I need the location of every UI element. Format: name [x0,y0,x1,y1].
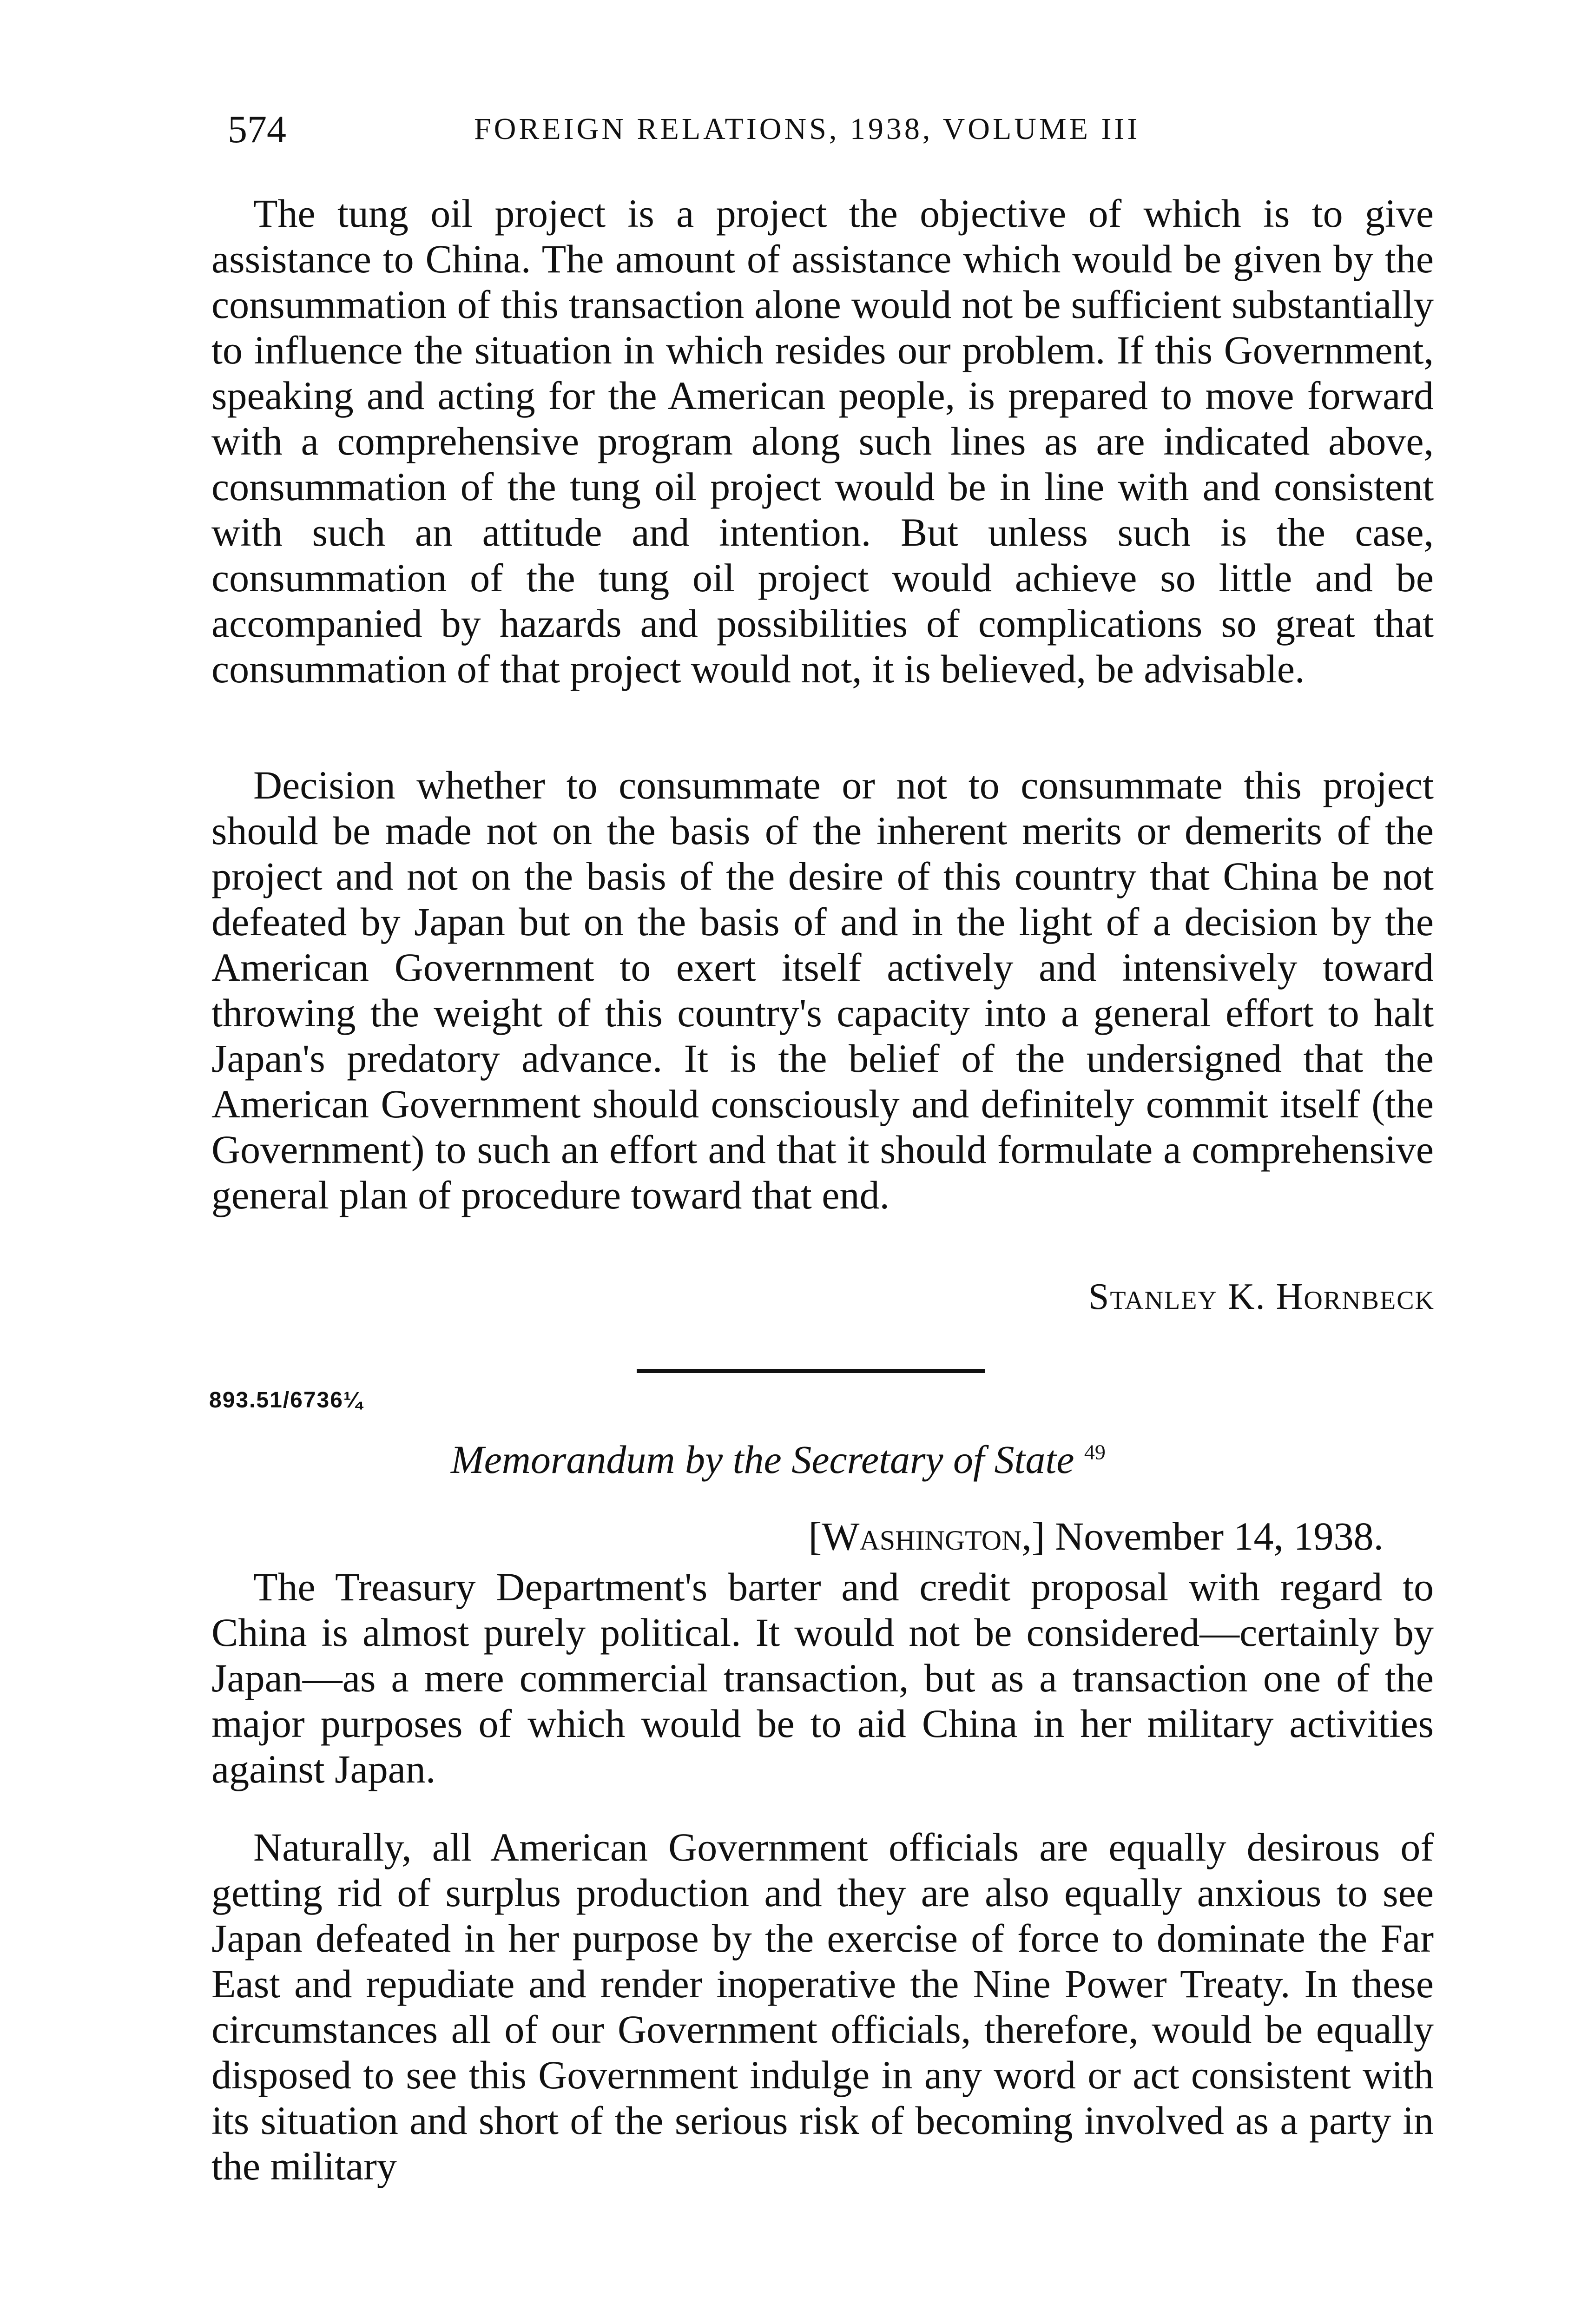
paragraph-text: Naturally, all American Government officials are equally desirous of getting rid of surplus production and they are also equally anxious to see Japan defeated in her purpose by the exercise of force to dominate the Far East and repudiate and render inoperative the Nine Power Treaty. In these circumstances all of our Government officials, therefore, would be equally disposed to see this Government indulge in any word or act consistent with its situation and short of the serious risk of becoming involved as a party in the military [211,1825,1434,2188]
page-number: 574 [228,108,286,151]
dateline-date: November 14, 1938. [1055,1514,1384,1558]
running-head [228,107,1422,158]
running-title: FOREIGN RELATIONS, 1938, VOLUME III [474,112,1140,146]
document-title-text: Memorandum by the Secretary of State [451,1437,1074,1482]
footnote-reference: 49 [1084,1440,1106,1464]
paragraph-text: The Treasury Department's barter and credit proposal with regard to China is almost purely political. It would not be considered—certainly by Japan—as a mere commercial transaction, but as a transaction one of the major purposes of which would be to aid China in her military activities against Japan. [211,1565,1434,1791]
section-divider [637,1369,985,1373]
file-number: 893.51/6736¼ [209,1388,363,1413]
document-title [451,1436,1106,1483]
memo2-paragraph-2 [211,1824,1434,2189]
memo2-paragraph-1 [211,1564,1434,1792]
paragraph-text: Decision whether to consummate or not to consummate this project should be made not on the basis of the inherent merits or demerits of the project and not on the basis of the desire of this country that China be not defeated by Japan but on the basis of and in the light of a decision by the American Government to exert itself actively and intensively toward throwing the weight of this country's capacity into a general effort to halt Japan's predatory advance. It is the belief of the undersigned that the American Government should consciously and definitely commit itself (the Government) to such an effort and that it should formulate a comprehensive general plan of procedure toward that end. [211,763,1434,1217]
memo1-paragraph-1 [211,191,1434,692]
paragraph-text: The tung oil project is a project the objective of which is to give assistance to China. The amount of assistance which would be given by the consummation of this transaction alone would not be sufficient substantially to influence the situation in which resides our problem. If this Government, speaking and acting for the American people, is prepared to move forward with a comprehensive program along such lines as are indicated above, consummation of the tung oil project would be in line with and consistent with such an attitude and intention. But unless such is the case, consummation of the tung oil project would achieve so little and be accompanied by hazards and possibilities of complications so great that consummation of that project would not, it is believed, be advisable. [211,191,1434,691]
signature: Stanley K. Hornbeck [1088,1276,1435,1317]
dateline [809,1513,1384,1559]
memo1-paragraph-2 [211,762,1434,1218]
dateline-place: [Washington,] [808,1514,1045,1558]
